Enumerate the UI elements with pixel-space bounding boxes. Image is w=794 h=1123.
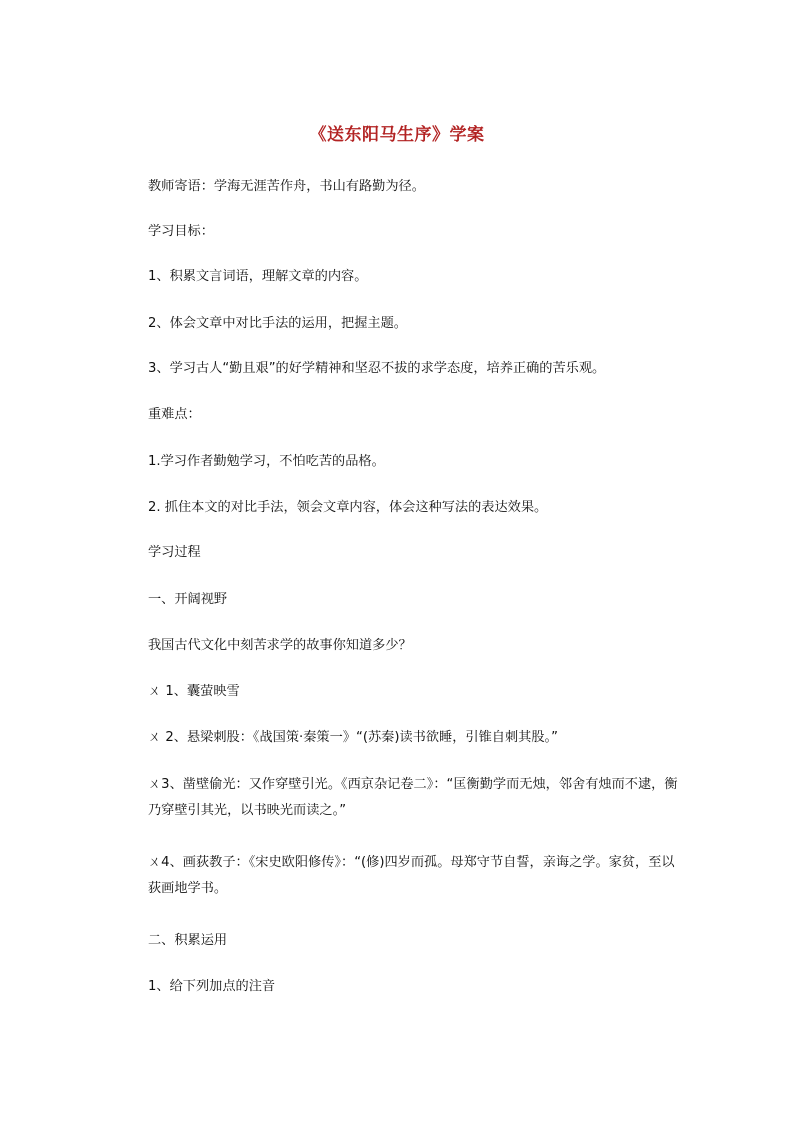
goal-item-2: 2、体会文章中对比手法的运用，把握主题。 xyxy=(148,316,407,331)
story-item-2: ㄨ 2、悬梁刺股：《战国策·秦策一》“(苏秦)读书欲睡，引锥自刺其股。” xyxy=(148,730,558,745)
exercise-item-1: 1、给下列加点的注音 xyxy=(148,979,276,994)
story-item-1: ㄨ 1、囊萤映雪 xyxy=(148,684,240,699)
goal-item-3: 3、学习古人“勤且艰”的好学精神和坚忍不拔的求学态度，培养正确的苦乐观。 xyxy=(148,361,606,376)
key-point-1: 1.学习作者勤勉学习，不怕吃苦的品格。 xyxy=(148,454,385,469)
key-point-2: 2. 抓住本文的对比手法，领会文章内容，体会这种写法的表达效果。 xyxy=(148,500,548,515)
learning-goals-heading: 学习目标： xyxy=(148,224,214,239)
story-item-3: ㄨ3、凿壁偷光：又作穿壁引光。《西京杂记卷二》：“匡衡勤学而无烛，邻舍有烛而不逮，衡乃穿壁引其光，以书映光而读之。” xyxy=(148,777,678,818)
goal-item-1: 1、积累文言词语，理解文章的内容。 xyxy=(148,269,368,284)
section-one-heading: 一、开阔视野 xyxy=(148,592,228,607)
section-two-heading: 二、积累运用 xyxy=(148,933,228,948)
key-points-heading: 重难点： xyxy=(148,407,201,422)
story-item-4: ㄨ4、画荻教子：《宋史欧阳修传》：“(修)四岁而孤。母郑守节自誓，亲诲之学。家贫，至以荻画地学书。 xyxy=(148,855,675,896)
process-heading: 学习过程 xyxy=(148,545,201,560)
question-line: 我国古代文化中刻苦求学的故事你知道多少？ xyxy=(148,638,412,653)
document-title: 《送东阳马生序》学案 xyxy=(309,125,485,145)
teacher-message: 教师寄语：学海无涯苦作舟，书山有路勤为径。 xyxy=(148,179,425,194)
